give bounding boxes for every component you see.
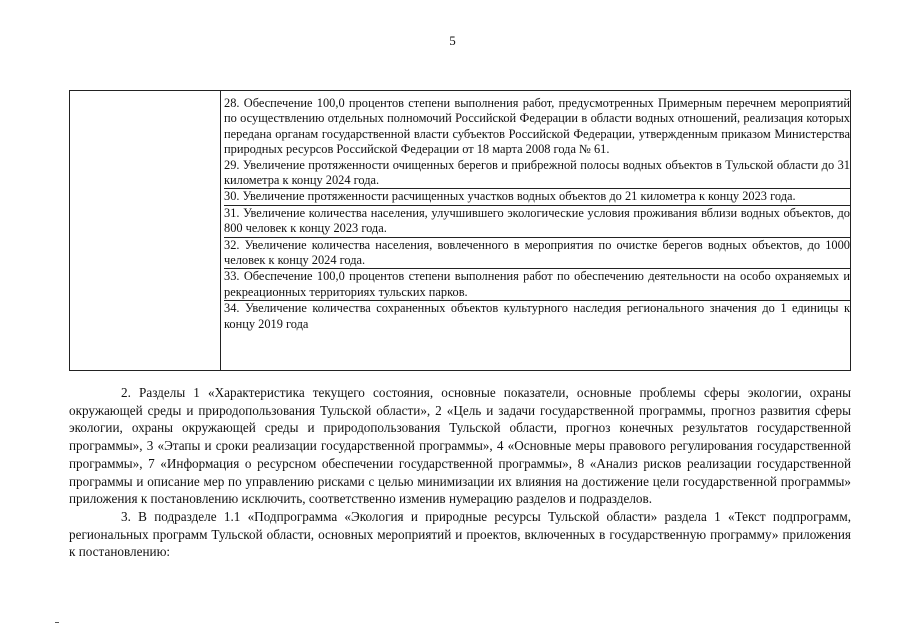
indicators-table (69, 90, 851, 371)
table-left-column (70, 91, 221, 370)
indicator-item-31: 31. Увеличение количества населения, улучшившего экологические условия проживания вблизи водных объектов, до 800 человек к концу 2023 года. (224, 205, 850, 236)
indicator-item-33: 33. Обеспечение 100,0 процентов степени выполнения работ по обеспечению деятельности на особо охраняемых и рекреационных территориях тульских парков. (224, 269, 850, 299)
body-text (69, 384, 851, 561)
scan-mark (55, 622, 59, 623)
paragraph-3: 3. В подразделе 1.1 «Подпрограмма «Экология и природные ресурсы Тульской области» раздела 1 «Текст подпрограмм, региональных программ Тульской области, основных мероприятий и проектов, включенных в государственную программу» приложения к постановлению: (69, 508, 851, 560)
indicator-item-28: 28. Обеспечение 100,0 процентов степени выполнения работ, предусмотренных Примерным перечнем мероприятий по осуществлению отдельных полномочий Российской Федерации в области водных отношений, реализация которых передана органам государственной власти субъектов Российской Федерации, утвержденным приказом Министерства природных ресурсов Российской Федерации от 18 марта 2008 года № 61. (224, 96, 850, 157)
page-number: 5 (449, 33, 456, 48)
indicator-item-30: 30. Увеличение протяженности расчищенных участков водных объектов до 21 километра к концу 2023 года. (224, 188, 850, 204)
table-right-column (221, 91, 850, 370)
indicator-item-34: 34. Увеличение количества сохраненных объектов культурного наследия регионального значения до 1 единицы к концу 2019 года (224, 301, 850, 331)
paragraph-2: 2. Разделы 1 «Характеристика текущего состояния, основные показатели, основные проблемы сферы экологии, охраны окружающей среды и природопользования Тульской области», 2 «Цель и задачи государственной программы, прогноз развития сферы экологии, охраны окружающей среды и природопользования Тульской области, прогноз конечных результатов государственной программы», 3 «Этапы и сроки реализации государственной программы», 4 «Основные меры правового регулирования государственной программы», 7 «Информация о ресурсном обеспечении государственной программы», 8 «Анализ рисков реализации государственной программы и описание мер по управлению рисками с целью минимизации их влияния на достижение цели государственной программы» приложения к постановлению исключить, соответственно изменив нумерацию разделов и подразделов. (69, 385, 851, 507)
indicator-item-29: 29. Увеличение протяженности очищенных берегов и прибрежной полосы водных объектов в Тульской области до 31 километра к концу 2024 года. (224, 157, 850, 188)
indicator-item-32: 32. Увеличение количества населения, вовлеченного в мероприятия по очистке берегов водных объектов, до 1000 человек к концу 2024 года. (224, 237, 850, 268)
